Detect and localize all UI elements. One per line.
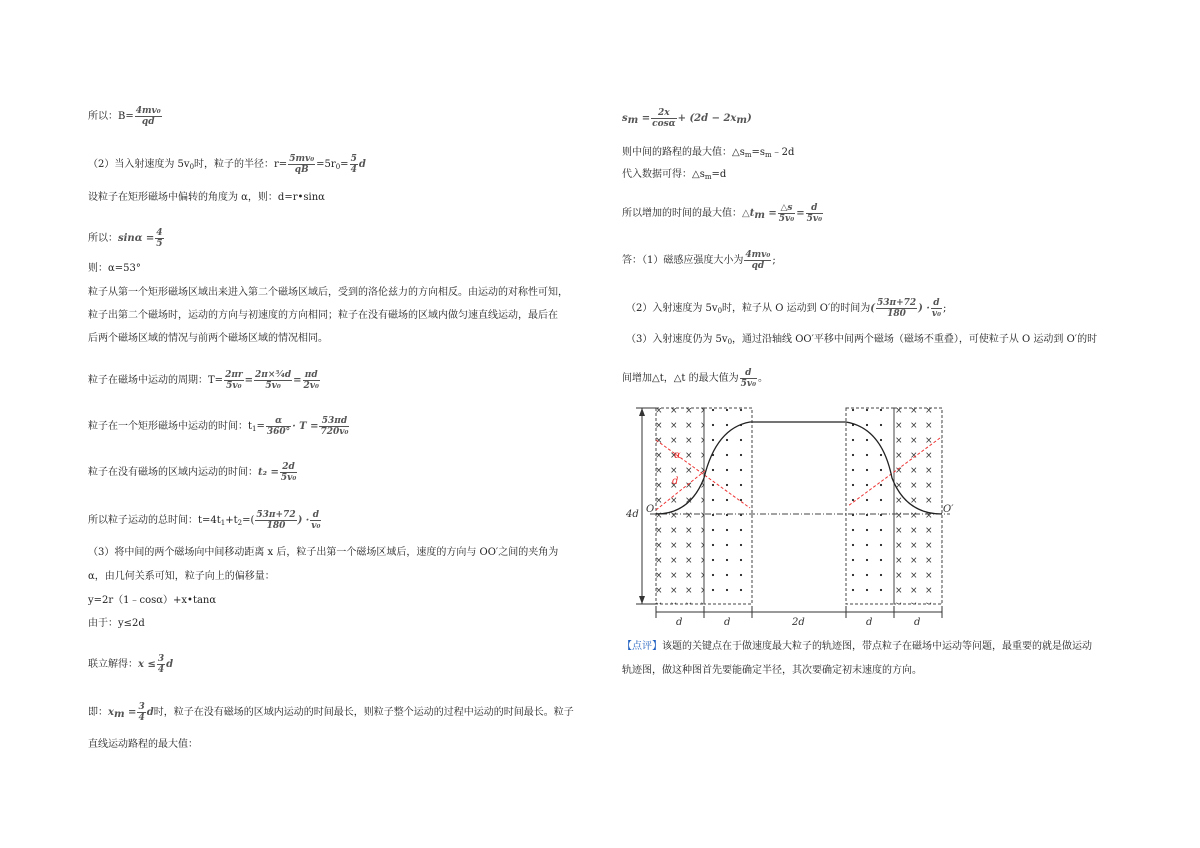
label-O: O <box>646 504 655 515</box>
dim-label: d <box>914 617 921 628</box>
frac-B <box>135 106 162 127</box>
arrow <box>639 408 645 416</box>
frac <box>744 250 771 271</box>
den: 360° <box>266 427 291 437</box>
den: 5v₀ <box>806 214 823 224</box>
text: = <box>340 159 349 170</box>
line-ans1: 答：（1）磁感应强度大小为 $\frac{\text{4mv₀}}{qd}$ ; <box>622 250 776 271</box>
den: v₀ <box>311 521 321 531</box>
sub: 0 <box>335 163 341 171</box>
text: 所以粒子运动的总时间：t=4t <box>88 515 221 526</box>
line-ylimit: 由于：y≤2d <box>88 618 145 629</box>
math: ) <box>747 113 752 124</box>
math: = <box>124 707 137 718</box>
text: = <box>256 421 265 432</box>
num: 4 <box>156 228 163 238</box>
line-x <box>88 654 173 675</box>
comment-tag: 【点评】 <box>622 641 662 652</box>
field-region-2 <box>704 408 752 604</box>
text: 则中间的路程的最大值：△s <box>622 147 745 158</box>
num: 4mv₀ <box>135 106 161 116</box>
text: （2）入射速度为 5v <box>626 303 718 314</box>
num: 2π×⁵⁄₄d <box>255 370 292 380</box>
num: d <box>931 298 942 309</box>
line-sina <box>88 228 165 249</box>
dim-label: d <box>676 617 683 628</box>
num: 2x <box>651 108 676 119</box>
num: 5mv₀ <box>289 154 315 164</box>
math: s <box>622 113 628 124</box>
sub: 1 <box>220 519 226 527</box>
frac <box>137 702 145 723</box>
math: = <box>796 208 805 219</box>
frac-r <box>288 154 315 175</box>
line-sm <box>622 108 752 129</box>
para-3: 后两个磁场区域的情况与前两个磁场区域的情况相同。 <box>88 333 328 344</box>
line-ans3b: 间增加△t，△t 的最大值为 $\frac{d}{\text{5v₀}}$ 。 <box>622 368 769 389</box>
den: 4 <box>157 665 165 675</box>
den: 720v₀ <box>320 427 349 437</box>
frac <box>157 654 165 675</box>
line-t1 <box>88 416 350 437</box>
text: 代入数据可得：△s <box>622 169 705 180</box>
den: 5v₀ <box>265 381 281 391</box>
den: 5v₀ <box>740 379 757 389</box>
frac <box>931 298 942 319</box>
den: qB <box>294 165 309 175</box>
comment-line-1 <box>622 640 1092 654</box>
text: 粒子在没有磁场的区域内运动的时间： <box>88 467 258 478</box>
line-period: 粒子在磁场中运动的周期：T= $\frac{2\pi r}{\text{5v₀}}$ = $\frac{\text{2π×⁵⁄₄d}}{\text{5v₀}}$ = $\frac{\pi d}{\text{2v₀}}$ <box>88 370 319 391</box>
math: sinα = <box>118 233 155 244</box>
text: 时，粒子从 O 运动到 O′的时间为 <box>722 303 871 314</box>
sub: m <box>736 115 747 126</box>
num: πd <box>303 370 320 381</box>
text: 即： <box>88 707 108 718</box>
dim-label: d <box>866 617 873 628</box>
den: 5v₀ <box>226 381 242 391</box>
text: 粒子在磁场中运动的周期：T= <box>88 375 224 386</box>
var: d <box>358 159 366 170</box>
frac <box>280 462 297 483</box>
den: 180 <box>266 521 286 531</box>
text: 联立解得： <box>88 659 138 670</box>
para-5: α，由几何关系可知，粒子向上的偏移量： <box>88 571 275 582</box>
frac <box>651 108 676 129</box>
text: 所以增加的时间的最大值： <box>622 208 742 219</box>
line-path: 直线运动路程的最大值： <box>88 739 198 750</box>
den: qd <box>141 117 155 127</box>
label-4d: 4d <box>626 509 639 520</box>
text: =5r <box>316 159 336 170</box>
para-2: 粒子出第二个磁场时，运动的方向与初速度的方向相同；粒子在没有磁场的区域内做匀速直线运动，最后在 <box>88 310 558 321</box>
math: x ≤ <box>138 659 156 670</box>
line-ans3 <box>626 333 1097 349</box>
line-dsm-val <box>622 168 726 184</box>
den: cosα <box>652 119 676 129</box>
math: ) · <box>918 303 930 314</box>
line-alpha: 则：α=53° <box>88 263 141 274</box>
dim-label: 2d <box>792 617 805 628</box>
math: ) · <box>297 515 310 526</box>
frac <box>778 203 795 224</box>
frac <box>310 510 321 531</box>
text: +t <box>225 515 238 526</box>
frac <box>254 370 292 391</box>
arrow <box>639 596 645 604</box>
math: = <box>638 113 651 124</box>
den: 4 <box>138 713 145 723</box>
line-ans2: （2）入射速度为 $5v_0$时，粒子从 O 运动到 O′的时间为( $\frac{53\pi+72}{180}$ ) · $\frac{d}{\text{v₀}}$ ; <box>626 298 947 319</box>
text: =s <box>751 147 765 158</box>
text: （3）入射速度仍为 5v <box>626 334 728 345</box>
frac <box>319 416 349 437</box>
text: 粒子在一个矩形磁场中运动的时间：t <box>88 421 253 432</box>
den: 5v₀ <box>280 473 297 483</box>
text: =( <box>242 515 255 526</box>
text: 所以：B= <box>88 111 134 122</box>
math: + (2d − 2x <box>677 113 737 124</box>
den: v₀ <box>931 309 942 319</box>
line-xm <box>88 702 574 723</box>
den: qd <box>751 261 765 271</box>
para-1: 粒子从第一个矩形磁场区域出来进入第二个磁场区域后，受到的洛伦兹力的方向相反。由运动的对称性可知， <box>88 287 568 298</box>
text: 时，粒子在没有磁场的区域内运动的时间最长，则粒子整个运动的过程中运动的时间最长。粒子 <box>153 707 574 718</box>
num: 53π+72 <box>256 510 296 520</box>
sub: 0 <box>727 338 733 346</box>
sub: 0 <box>717 307 723 315</box>
comment-line-2: 轨迹图，做这种图首先要能确定半径，其次要确定初末速度的方向。 <box>622 665 922 676</box>
num: 2d <box>280 462 297 473</box>
math: ( <box>870 303 875 314</box>
num: 53πd <box>319 416 349 427</box>
num: d <box>806 203 823 214</box>
math: d <box>166 659 174 670</box>
num: 3 <box>157 654 165 664</box>
math: · T = <box>292 421 319 432</box>
frac <box>255 510 296 531</box>
den: 5 <box>156 239 163 249</box>
den: 5v₀ <box>778 214 795 224</box>
dim-label: d <box>724 617 731 628</box>
line-total <box>88 510 322 531</box>
den: 180 <box>887 309 906 319</box>
magnetic-field-figure <box>620 398 960 630</box>
frac <box>876 298 917 319</box>
text: 间增加△t，△t 的最大值为 <box>622 373 739 384</box>
line-t2 <box>88 462 298 483</box>
frac <box>806 203 823 224</box>
sub: m <box>704 173 712 181</box>
num: 4mv₀ <box>745 250 771 260</box>
frac-r-val <box>350 154 358 175</box>
num: △s <box>778 203 795 214</box>
num: 5 <box>350 154 357 164</box>
sub: m <box>764 151 772 159</box>
para-4: （3）将中间的两个磁场向中间移动距离 x 后，粒子出第一个磁场区域后，速度的方向与 OO′之间的夹角为 <box>88 547 559 558</box>
num: d <box>740 368 757 379</box>
sub: m <box>627 115 639 126</box>
frac <box>740 368 757 389</box>
math: = <box>764 208 777 219</box>
text: ﹣2d <box>771 147 795 158</box>
field-region-4 <box>894 408 942 604</box>
den: 4 <box>350 165 357 175</box>
math: x <box>108 707 114 718</box>
num: 2πr <box>225 370 243 380</box>
text: 答：（1）磁感应强度大小为 <box>622 255 744 266</box>
line-B <box>88 106 163 127</box>
line-dsm <box>622 146 794 162</box>
label-d-angle: d <box>672 476 679 487</box>
math: d <box>146 707 154 718</box>
text: 该题的关键点在于做速度最大粒子的轨迹图，带点粒子在磁场中运动等问题，最重要的就是做运动 <box>662 641 1092 652</box>
frac <box>266 416 291 437</box>
field-region-3 <box>846 408 894 604</box>
sub: m <box>113 709 125 720</box>
line-alpha-def: 设粒子在矩形磁场中偏转的角度为 α，则：d=r•sinα <box>88 192 325 203</box>
num: α <box>266 416 291 427</box>
text: 时，粒子的半径：r= <box>194 159 288 170</box>
line-dt <box>622 203 824 224</box>
sub: m <box>744 151 752 159</box>
label-alpha: α <box>674 450 681 461</box>
text: ，通过沿轴线 OO′平移中间两个磁场（磁场不重叠），可使粒子从 O 运动到 O′的时 <box>732 334 1098 345</box>
num: 53π+72 <box>876 298 917 308</box>
frac <box>303 370 320 391</box>
line-y: y=2r（1﹣cosα）+x•tanα <box>88 595 217 606</box>
sub: m <box>754 210 765 221</box>
num: d <box>310 510 321 521</box>
label-O-prime: O′ <box>943 504 954 515</box>
text: =d <box>711 169 727 180</box>
frac <box>224 370 244 391</box>
math: t₂ = <box>258 467 279 478</box>
sub: 1 <box>252 425 257 433</box>
frac-sina <box>155 228 163 249</box>
den: 2v₀ <box>303 381 319 391</box>
num: 3 <box>138 702 145 712</box>
field-region-1 <box>656 408 704 604</box>
sub: 2 <box>237 519 243 527</box>
line-radius <box>88 154 366 175</box>
text: 所以： <box>88 233 118 244</box>
math: △t <box>742 208 755 219</box>
text: （2）当入射速度为 5v <box>88 159 190 170</box>
sub: 0 <box>189 163 195 171</box>
